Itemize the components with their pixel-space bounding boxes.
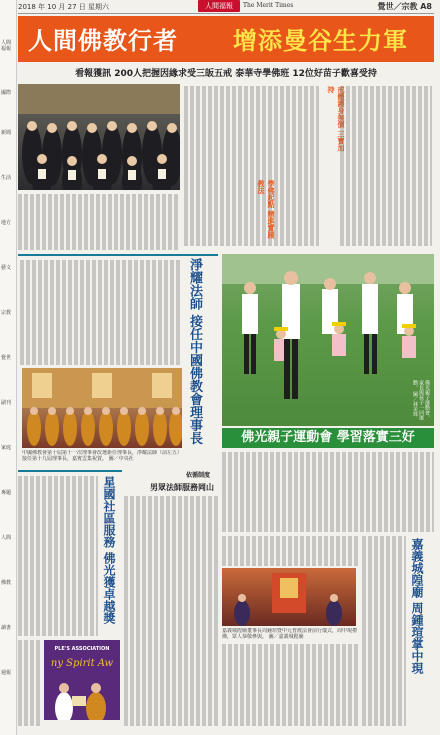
article-okayama-title: 男眾法師服務岡山 <box>150 483 214 492</box>
lead-article-body-lower <box>18 194 180 250</box>
award-people-illustration <box>44 674 120 720</box>
article-jingyao-title: 淨耀法師 接任中國佛教會理事長 <box>187 258 202 445</box>
strip-item: 讀書 <box>1 625 12 631</box>
left-index-strip <box>0 0 17 735</box>
strip-item: 新聞 <box>1 130 12 136</box>
lead-article-body <box>184 86 319 246</box>
award-photo <box>44 640 120 720</box>
jingyao-photo-caption: 中國佛教會第十屆第十一次理事會改選新任理事長，淨耀法師（前左五）接任第十九屆理事長，嘉賓雲集祝賀。 圖／中央社 <box>22 450 182 462</box>
lead-photo <box>18 84 180 190</box>
strip-item: 副刊 <box>1 400 12 406</box>
temple-photo-caption: 嘉義城隍廟董事長周鍾瑄暨中元普渡法會前行儀式，周中現禮佛，眾人恭敬參與。 圖／嘉義城隍廟 <box>222 628 358 640</box>
article-chiayi-title: 嘉義城隍廟 周鍾瑄掌中現 <box>410 538 424 675</box>
newspaper-logo: 人間福報 <box>198 0 240 12</box>
jingyao-photo <box>22 368 182 448</box>
strip-item: 生活 <box>1 175 12 181</box>
article-singapore-rule <box>18 470 122 472</box>
side-heading-1: 戒體護身無價 三寶加持 <box>327 86 345 152</box>
side-heading-2: 學佛起點 精進實踐教法 <box>257 180 275 239</box>
headline-right: 增添曼谷生力軍 <box>233 27 408 55</box>
issue-date: 2018 年 10 月 27 日 星期六 <box>18 3 109 11</box>
strip-item: 國際 <box>1 90 12 96</box>
group-photo-illustration <box>18 84 180 190</box>
strip-item: 週報 <box>1 670 12 676</box>
article-singapore-title: 星國社區服務 佛光獲卓越獎 <box>102 476 116 625</box>
strip-item: 佛教 <box>1 580 12 586</box>
article-okayama-body-2 <box>222 536 358 566</box>
article-jingyao-body <box>20 260 180 365</box>
strip-item: 專題 <box>1 490 12 496</box>
temple-ceremony-illustration <box>222 568 356 626</box>
newspaper-english-name: The Merit Times <box>243 2 294 9</box>
sports-day-body <box>222 452 434 532</box>
strip-item: 人間福報 <box>1 40 12 52</box>
strip-item: 藝文 <box>1 265 12 271</box>
article-chiayi-body <box>362 536 406 726</box>
article-6-body-lower <box>222 644 358 726</box>
article-okayama-body <box>124 496 218 726</box>
page-header <box>18 0 434 14</box>
award-sign-line1: PLE'S ASSOCIATION <box>54 646 110 652</box>
strip-item: 人間 <box>1 535 12 541</box>
sports-photo-caption: 佛光親子運動會，家長與孩子一同運動。 圖／林美珠 <box>412 380 430 420</box>
strip-item: 家庭 <box>1 445 12 451</box>
lead-headline-banner <box>18 16 434 62</box>
ceremony-photo-illustration <box>22 368 182 448</box>
section-label: 覺世／宗教 A8 <box>377 2 432 11</box>
headline-left: 人間佛教行者 <box>28 27 178 55</box>
article-singapore-body-2 <box>18 640 42 726</box>
article-singapore-body <box>18 476 98 636</box>
lead-subheadline: 看報獲訊 200人把握因緣求受三皈五戒 泰華寺學佛班 12位好苗子歡喜受持 <box>75 69 377 79</box>
temple-photo <box>222 568 356 626</box>
lead-article-body-right <box>340 86 432 246</box>
article-okayama-kicker: 依循制度 <box>186 472 211 479</box>
award-sign-line2: ny Spirit Aw <box>50 658 114 669</box>
strip-item: 宗教 <box>1 310 12 316</box>
strip-item: 覺世 <box>1 355 12 361</box>
sports-day-headline: 佛光親子運動會 學習落實三好 <box>222 428 434 448</box>
strip-item: 地方 <box>1 220 12 226</box>
